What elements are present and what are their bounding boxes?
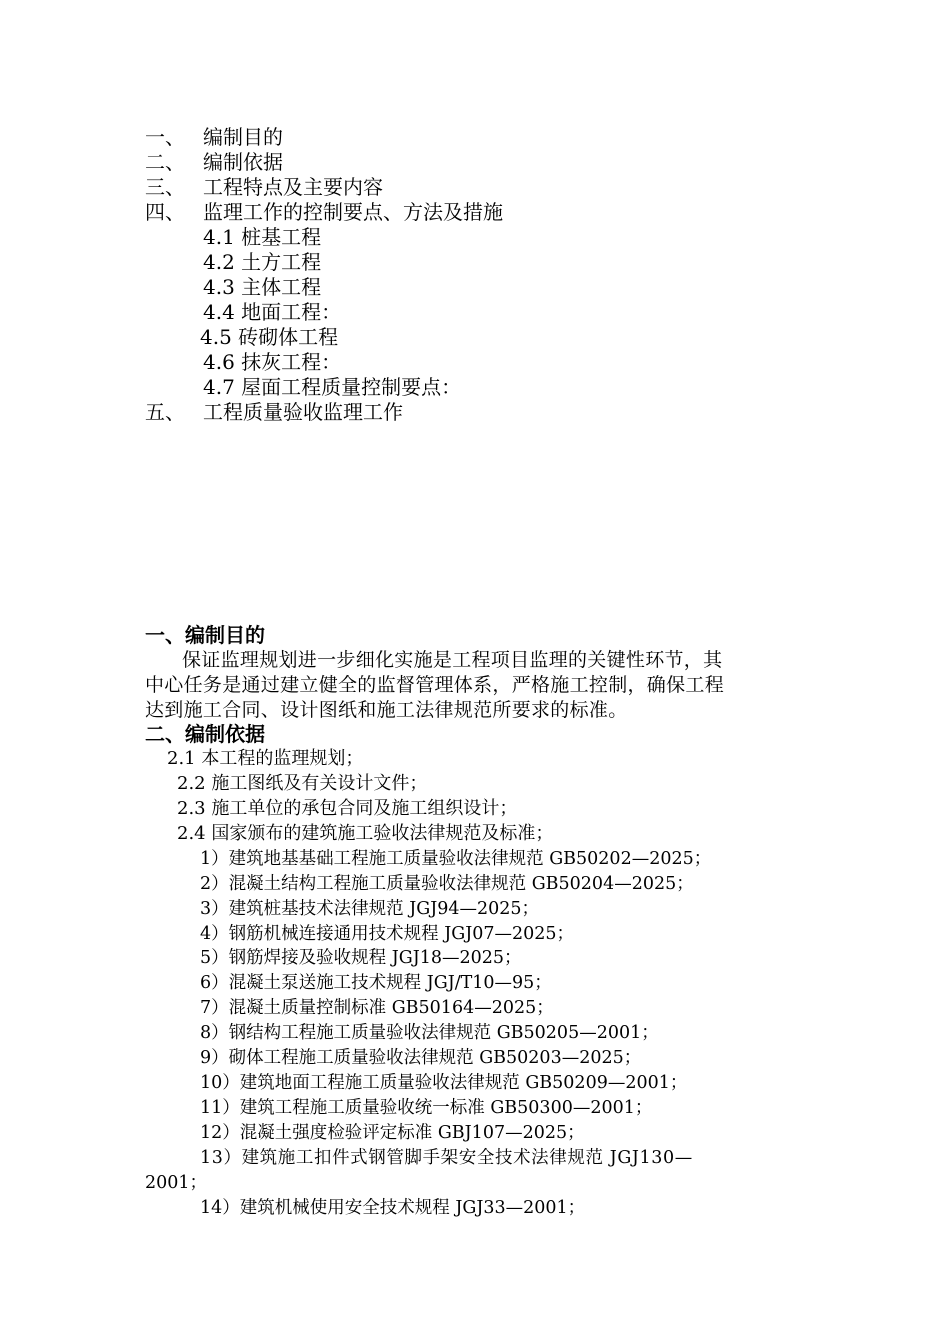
reference-item: 13）建筑施工扣件式钢管脚手架安全技术法律规范 JGJ130— (200, 1148, 693, 1168)
reference-item: 7）混凝土质量控制标准 GB50164—2025； (200, 998, 554, 1018)
paragraph-line: 保证监理规划进一步细化实施是工程项目监理的关键性环节，其 (182, 649, 723, 671)
toc-subitem-4-3: 4.3 主体工程 (203, 275, 322, 299)
paragraph-line: 中心任务是通过建立健全的监督管理体系，严格施工控制，确保工程 (145, 674, 725, 696)
toc-subitem-4-7: 4.7 屋面工程质量控制要点： (203, 375, 462, 399)
toc-subitem-4-2: 4.2 土方工程 (203, 250, 322, 274)
section-heading: 一、编制目的 (145, 623, 265, 647)
basis-item: 2.3 施工单位的承包合同及施工组织设计； (177, 798, 518, 819)
section-heading: 二、编制依据 (145, 722, 265, 746)
reference-item: 9）砌体工程施工质量验收法律规范 GB50203—2025； (200, 1048, 642, 1068)
reference-item: 3）建筑桩基技术法律规范 JGJ94—2025； (200, 899, 540, 919)
toc-subitem-4-4: 4.4 地面工程： (203, 300, 342, 324)
toc-subitem-4-6: 4.6 抹灰工程： (203, 350, 342, 374)
toc-item-1: 一、 编制目的 (145, 125, 283, 149)
reference-item: 10）建筑地面工程施工质量验收法律规范 GB50209—2001； (200, 1073, 688, 1093)
reference-item-continuation: 2001； (145, 1173, 208, 1193)
reference-item: 4）钢筋机械连接通用技术规程 JGJ07—2025； (200, 924, 575, 944)
toc-subitem-4-1: 4.1 桩基工程 (203, 225, 322, 249)
basis-item: 2.4 国家颁布的建筑施工验收法律规范及标准； (177, 823, 554, 844)
reference-item: 2）混凝土结构工程施工质量验收法律规范 GB50204—2025； (200, 874, 694, 894)
toc-item-3: 三、 工程特点及主要内容 (145, 175, 383, 199)
reference-item: 11）建筑工程施工质量验收统一标准 GB50300—2001； (200, 1098, 653, 1118)
reference-item: 8）钢结构工程施工质量验收法律规范 GB50205—2001； (200, 1023, 659, 1043)
toc-item-5: 五、 工程质量验收监理工作 (145, 400, 403, 424)
reference-item: 5）钢筋焊接及验收规程 JGJ18—2025； (200, 948, 522, 968)
reference-item: 14）建筑机械使用安全技术规程 JGJ33—2001； (200, 1198, 586, 1218)
basis-item: 2.2 施工图纸及有关设计文件； (177, 773, 428, 794)
toc-subitem-4-5: 4.5 砖砌体工程 (200, 325, 339, 349)
toc-item-2: 二、 编制依据 (145, 150, 283, 174)
reference-item: 6）混凝土泵送施工技术规程 JGJ/T10—95； (200, 973, 552, 993)
paragraph-line: 达到施工合同、设计图纸和施工法律规范所要求的标准。 (145, 699, 628, 721)
reference-item: 12）混凝土强度检验评定标准 GBJ107—2025； (200, 1123, 585, 1143)
basis-item: 2.1 本工程的监理规划； (167, 748, 364, 769)
toc-item-4: 四、 监理工作的控制要点、方法及措施 (145, 200, 503, 224)
reference-item: 1）建筑地基基础工程施工质量验收法律规范 GB50202—2025； (200, 849, 712, 869)
